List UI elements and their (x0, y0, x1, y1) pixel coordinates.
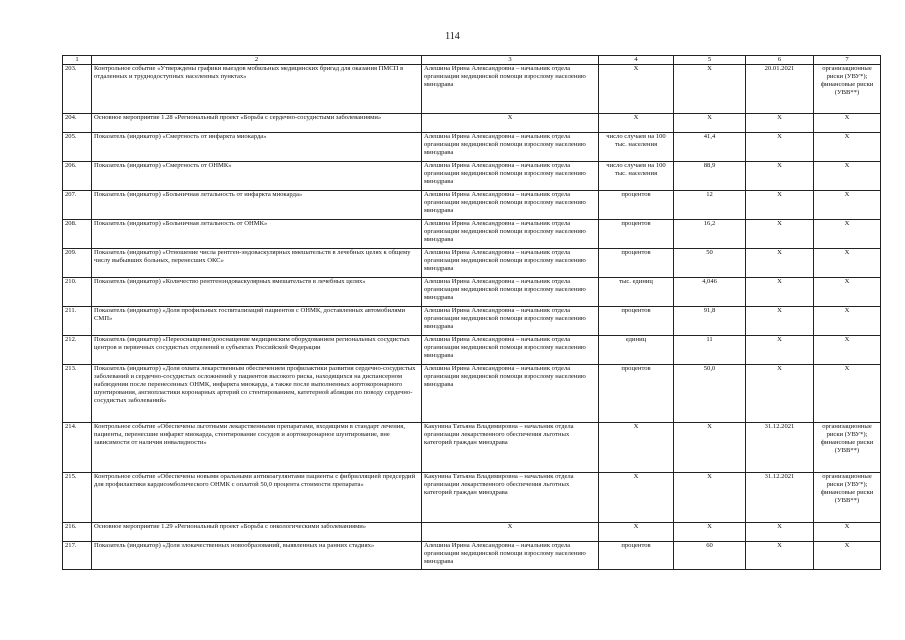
row-date: 31.12.2021 (746, 473, 814, 523)
row-unit: X (599, 523, 674, 542)
row-value: 41,4 (674, 133, 746, 162)
table-row (63, 114, 881, 133)
row-value: 88,9 (674, 162, 746, 191)
row-date: X (746, 307, 814, 336)
row-number: 204. (63, 114, 92, 133)
row-risk: X (814, 523, 881, 542)
column-header: 6 (746, 56, 814, 65)
row-number: 212. (63, 336, 92, 365)
table-row (63, 249, 881, 278)
row-responsible: Алешина Ирина Александровна – начальник отдела организации медицинской помощи взрослому населению минздрава (422, 162, 599, 191)
row-value: 50,0 (674, 365, 746, 423)
row-description: Показатель (индикатор) «Переоснащение/дооснащение медицинским оборудованием региональных сосудистых центров и первичных сосудистых отделений в субъектах Российской Федерации (92, 336, 422, 365)
row-risk: X (814, 133, 881, 162)
row-unit: процентов (599, 249, 674, 278)
row-unit: тыс. единиц (599, 278, 674, 307)
row-unit: число случаев на 100 тыс. населения (599, 133, 674, 162)
row-risk: X (814, 278, 881, 307)
row-value: X (674, 65, 746, 114)
row-value: X (674, 114, 746, 133)
column-header: 2 (92, 56, 422, 65)
row-date: X (746, 336, 814, 365)
row-risk: X (814, 114, 881, 133)
row-risk: X (814, 336, 881, 365)
column-header: 3 (422, 56, 599, 65)
row-description: Показатель (индикатор) «Смертность от инфаркта миокарда» (92, 133, 422, 162)
row-unit: процентов (599, 542, 674, 570)
table-row (63, 423, 881, 473)
row-unit: единиц (599, 336, 674, 365)
row-risk: X (814, 542, 881, 570)
table-row (63, 523, 881, 542)
column-header: 4 (599, 56, 674, 65)
row-value: X (674, 523, 746, 542)
row-responsible: X (422, 523, 599, 542)
row-unit: процентов (599, 191, 674, 220)
header-row (63, 56, 881, 65)
row-risk: X (814, 365, 881, 423)
row-unit: процентов (599, 220, 674, 249)
row-date: X (746, 278, 814, 307)
row-responsible: Алешина Ирина Александровна – начальник отдела организации медицинской помощи взрослому населению минздрава (422, 249, 599, 278)
row-description: Показатель (индикатор) «Больничная летальность от инфаркта миокарда» (92, 191, 422, 220)
row-risk: X (814, 249, 881, 278)
row-description: Контрольное событие «Обеспечены новыми оральными антикоагулянтами пациенты с фибрилляцией предсердий для профилактики кардиоэмболического ОНМК с оплатой 50,0 процента стоимости препарата» (92, 473, 422, 523)
page-number: 114 (445, 31, 460, 42)
table-row (63, 191, 881, 220)
row-description: Основное мероприятие 1.28 «Региональный проект «Борьба с сердечно-сосудистыми заболеваниями» (92, 114, 422, 133)
row-date: X (746, 162, 814, 191)
row-description: Основное мероприятие 1.29 «Региональный проект «Борьба с онкологическими заболеваниями» (92, 523, 422, 542)
row-responsible: Алешина Ирина Александровна – начальник отдела организации медицинской помощи взрослому населению минздрава (422, 191, 599, 220)
table-row (63, 65, 881, 114)
row-number: 203. (63, 65, 92, 114)
row-description: Показатель (индикатор) «Больничная летальность от ОНМК» (92, 220, 422, 249)
column-header: 1 (63, 56, 92, 65)
table-row (63, 133, 881, 162)
table-row (63, 278, 881, 307)
row-description: Показатель (индикатор) «Количество рентгенэндоваскулярных вмешательств в лечебных целях» (92, 278, 422, 307)
table-row (63, 542, 881, 570)
row-date: 31.12.2021 (746, 423, 814, 473)
row-unit: X (599, 473, 674, 523)
row-number: 214. (63, 423, 92, 473)
row-number: 207. (63, 191, 92, 220)
row-value: 50 (674, 249, 746, 278)
row-number: 216. (63, 523, 92, 542)
row-date: X (746, 523, 814, 542)
row-unit: процентов (599, 307, 674, 336)
table-row (63, 220, 881, 249)
row-responsible: Какунина Татьяна Владимировна – начальник отдела организации лекарственного обеспечения льготных категорий граждан минздрава (422, 473, 599, 523)
row-value: 4,046 (674, 278, 746, 307)
row-unit: X (599, 114, 674, 133)
row-unit: число случаев на 100 тыс. населения (599, 162, 674, 191)
row-number: 217. (63, 542, 92, 570)
row-responsible: X (422, 114, 599, 133)
row-responsible: Алешина Ирина Александровна – начальник отдела организации медицинской помощи взрослому населению минздрава (422, 133, 599, 162)
row-date: X (746, 191, 814, 220)
row-value: 91,8 (674, 307, 746, 336)
row-number: 205. (63, 133, 92, 162)
row-responsible: Алешина Ирина Александровна – начальник отдела организации медицинской помощи взрослому населению минздрава (422, 65, 599, 114)
table-row (63, 162, 881, 191)
row-date: X (746, 542, 814, 570)
column-header: 5 (674, 56, 746, 65)
row-risk: X (814, 162, 881, 191)
table-row (63, 307, 881, 336)
row-number: 208. (63, 220, 92, 249)
row-date: X (746, 133, 814, 162)
row-date: X (746, 220, 814, 249)
row-value: 16,2 (674, 220, 746, 249)
row-risk: X (814, 191, 881, 220)
row-value: 12 (674, 191, 746, 220)
row-description: Показатель (индикатор) «Отношение числа рентген-эндоваскулярных вмешательств в лечебных целях к общему числу выбывших больных, перенесших ОКС» (92, 249, 422, 278)
row-number: 211. (63, 307, 92, 336)
row-risk: X (814, 220, 881, 249)
table-row (63, 365, 881, 423)
row-date: X (746, 365, 814, 423)
table-row (63, 473, 881, 523)
row-unit: X (599, 65, 674, 114)
row-responsible: Какунина Татьяна Владимировна – начальник отдела организации лекарственного обеспечения льготных категорий граждан минздрава (422, 423, 599, 473)
row-description: Контрольное событие «Утверждены графики выездов мобильных медицинских бригад для оказания ПМСП в отдаленных и труднодоступных населенных пунктах» (92, 65, 422, 114)
row-unit: процентов (599, 365, 674, 423)
row-responsible: Алешина Ирина Александровна – начальник отдела организации медицинской помощи взрослому населению минздрава (422, 307, 599, 336)
row-description: Показатель (индикатор) «Смертность от ОНМК» (92, 162, 422, 191)
row-description: Показатель (индикатор) «Доля злокачественных новообразований, выявленных на ранних стадиях» (92, 542, 422, 570)
row-responsible: Алешина Ирина Александровна – начальник отдела организации медицинской помощи взрослому населению минздрава (422, 278, 599, 307)
row-description: Показатель (индикатор) «Доля охвата лекарственным обеспечением профилактики развития сердечно-сосудистых заболеваний и сердечно-сосудистых осложнений у пациентов высокого риска, находящихся на диспансерном наблюдении после перенесенных ОНМК, инфаркта миокарда, а также после выполненных аортокоронарного шунтирования, ангиопластики коронарных артерий со стентированием, катетерной абляции по поводу сердечно-сосудистых заболеваний» (92, 365, 422, 423)
row-risk: организационные риски (УВУ*); финансовые риски (УВВ**) (814, 65, 881, 114)
row-description: Контрольное событие «Обеспечены льготными лекарственными препаратами, входящими в стандарт лечения, пациенты, перенесшие инфаркт миокарда, стентирование сосудов и аортокоронарное шунтирование, вне зависимости от наличия инвалидности» (92, 423, 422, 473)
row-responsible: Алешина Ирина Александровна – начальник отдела организации медицинской помощи взрослому населению минздрава (422, 336, 599, 365)
row-description: Показатель (индикатор) «Доля профильных госпитализаций пациентов с ОНМК, доставленных автомобилями СМП» (92, 307, 422, 336)
row-responsible: Алешина Ирина Александровна – начальник отдела организации медицинской помощи взрослому населению минздрава (422, 542, 599, 570)
row-number: 209. (63, 249, 92, 278)
document-table (62, 55, 881, 570)
row-risk: X (814, 307, 881, 336)
row-value: 60 (674, 542, 746, 570)
row-unit: X (599, 423, 674, 473)
row-date: X (746, 249, 814, 278)
column-header: 7 (814, 56, 881, 65)
row-number: 206. (63, 162, 92, 191)
row-number: 210. (63, 278, 92, 307)
row-risk: организационные риски (УВУ*); финансовые риски (УВВ**) (814, 473, 881, 523)
row-value: 11 (674, 336, 746, 365)
table-row (63, 336, 881, 365)
row-date: 20.01.2021 (746, 65, 814, 114)
row-value: X (674, 473, 746, 523)
row-value: X (674, 423, 746, 473)
row-number: 215. (63, 473, 92, 523)
row-responsible: Алешина Ирина Александровна – начальник отдела организации медицинской помощи взрослому населению минздрава (422, 220, 599, 249)
row-date: X (746, 114, 814, 133)
row-responsible: Алешина Ирина Александровна – начальник отдела организации медицинской помощи взрослому населению минздрава (422, 365, 599, 423)
row-number: 213. (63, 365, 92, 423)
row-risk: организационные риски (УВУ*); финансовые риски (УВВ**) (814, 423, 881, 473)
